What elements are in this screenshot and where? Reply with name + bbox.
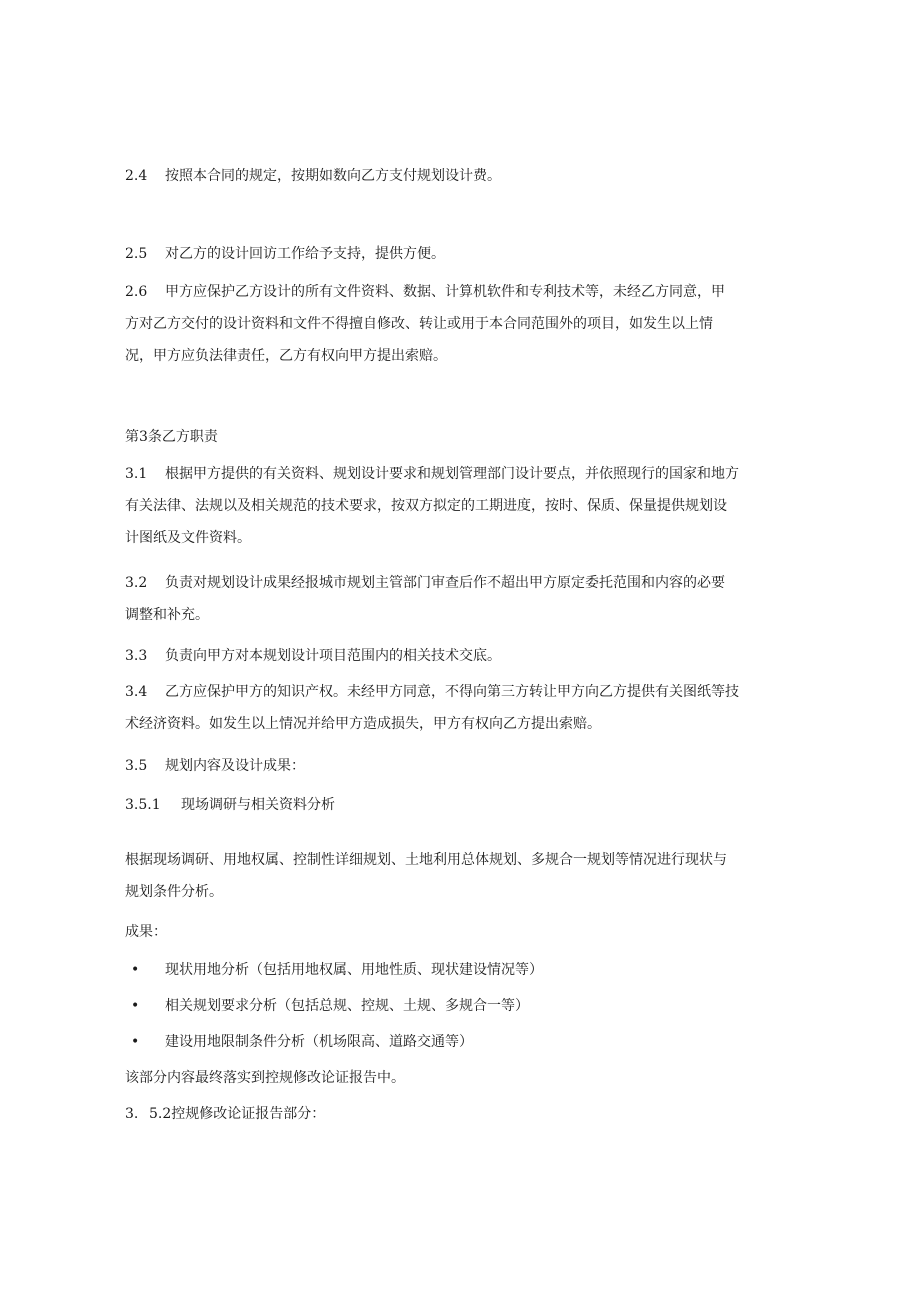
clause-text-line: 况，甲方应负法律责任，乙方有权向甲方提出索赔。 (125, 348, 447, 364)
bullet-mark: • (131, 962, 140, 978)
results-label: 成果： (125, 924, 167, 940)
clause-number: 2.4 (125, 168, 148, 184)
clause-number: 3. (125, 1106, 139, 1122)
clause-text-line: 有关法律、法规以及相关规范的技术要求，按双方拟定的工期进度，按时、保质、保量提供规划设 (125, 498, 727, 514)
clause-3-4 (125, 676, 797, 740)
clause-text-line: 根据甲方提供的有关资料、规划设计要求和规划管理部门设计要点，并依照现行的国家和地方 (165, 466, 739, 482)
clause-number: 2.5 (125, 246, 148, 262)
clause-2-6 (125, 276, 797, 372)
clause-number: 3.2 (125, 575, 148, 591)
clause-text-line: 调整和补充。 (125, 607, 209, 623)
clause-3-1 (125, 458, 797, 554)
bullet-item (125, 954, 797, 986)
clause-number: 3.5.1 (125, 797, 161, 813)
clause-text: 5.2控规修改论证报告部分： (149, 1106, 326, 1122)
clause-number: 3.1 (125, 466, 148, 482)
clause-3-2 (125, 567, 797, 631)
clause-text-line: 乙方应保护甲方的知识产权。未经甲方同意，不得向第三方转让甲方向乙方提供有关图纸等技 (165, 684, 739, 700)
clause-text-line: 计图纸及文件资料。 (125, 530, 251, 546)
clause-3-3 (125, 640, 797, 672)
bullet-text: 相关规划要求分析（包括总规、控规、土规、多规合一等） (165, 998, 529, 1014)
bullet-text: 现状用地分析（包括用地权属、用地性质、现状建设情况等） (165, 962, 543, 978)
clause-text: 对乙方的设计回访工作给予支持，提供方便。 (165, 246, 445, 262)
bullet-mark: • (131, 1034, 140, 1050)
clause-3-5 (125, 750, 797, 782)
clause-number: 3.5 (125, 758, 148, 774)
article-3-heading: 第3条乙方职责 (125, 429, 218, 445)
bullet-item (125, 990, 797, 1022)
analysis-text-line: 根据现场调研、用地权属、控制性详细规划、土地利用总体规划、多规合一规划等情况进行现状与 (125, 852, 727, 868)
bullet-text: 建设用地限制条件分析（机场限高、道路交通等） (165, 1034, 473, 1050)
clause-3-5-1 (125, 789, 797, 821)
bullet-item (125, 1026, 797, 1058)
clause-text: 按照本合同的规定，按期如数向乙方支付规划设计费。 (165, 168, 501, 184)
clause-3-5-2 (125, 1098, 797, 1130)
clause-text-line: 方对乙方交付的设计资料和文件不得擅自修改、转让或用于本合同范围外的项目，如发生以上情 (125, 316, 713, 332)
clause-2-4 (125, 160, 797, 192)
clause-number: 3.4 (125, 684, 148, 700)
clause-text-line: 术经济资料。如发生以上情况并给甲方造成损失，甲方有权向乙方提出索赔。 (125, 716, 601, 732)
bullet-mark: • (131, 998, 140, 1014)
clause-text: 现场调研与相关资料分析 (181, 797, 335, 813)
clause-text-line: 甲方应保护乙方设计的所有文件资料、数据、计算机软件和专利技术等，未经乙方同意，甲 (165, 284, 725, 300)
analysis-paragraph (125, 844, 797, 908)
clause-text: 规划内容及设计成果： (165, 758, 305, 774)
clause-text-line: 负责对规划设计成果经报城市规划主管部门审查后作不超出甲方原定委托范围和内容的必要 (165, 575, 725, 591)
conclusion-text: 该部分内容最终落实到控规修改论证报告中。 (125, 1070, 405, 1086)
analysis-text-line: 规划条件分析。 (125, 884, 223, 900)
clause-text: 负责向甲方对本规划设计项目范围内的相关技术交底。 (165, 648, 501, 664)
clause-2-5 (125, 238, 797, 270)
clause-number: 3.3 (125, 648, 148, 664)
clause-number: 2.6 (125, 284, 148, 300)
